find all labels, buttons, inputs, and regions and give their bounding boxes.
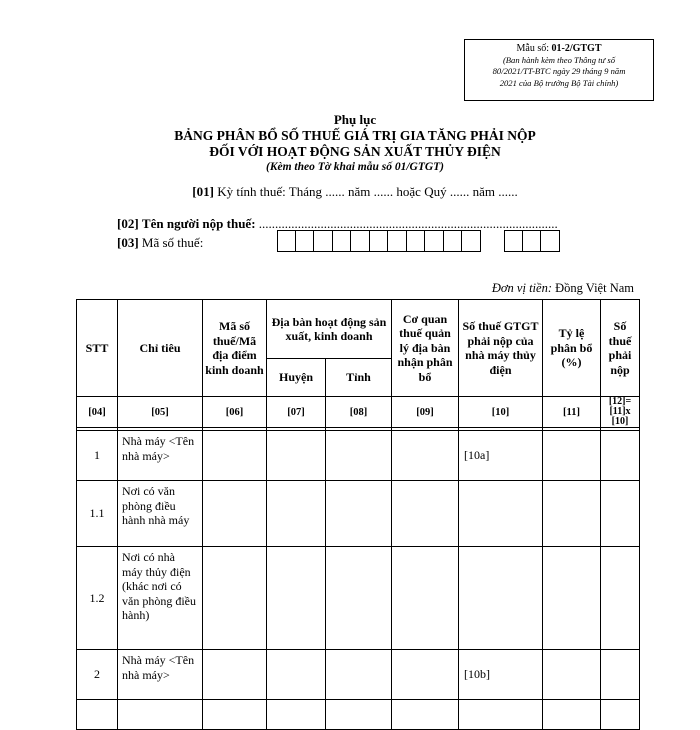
main-title-line1: BẢNG PHÂN BỔ SỐ THUẾ GIÁ TRỊ GIA TĂNG PHẢI NỘP bbox=[174, 128, 536, 143]
empty-cell[interactable] bbox=[601, 481, 640, 547]
empty-cell[interactable] bbox=[203, 431, 267, 481]
col-number: [12]=[11]x [10] bbox=[601, 397, 640, 428]
empty-cell[interactable] bbox=[267, 650, 326, 700]
header-tax-office: Cơ quan thuế quản lý địa bàn nhận phân bổ bbox=[392, 300, 459, 397]
header-ratio: Tỷ lệ phân bổ (%) bbox=[543, 300, 601, 397]
currency-unit-label: Đơn vị tiền: bbox=[491, 281, 552, 295]
col-number: [10] bbox=[459, 397, 543, 428]
row-criteria: Nơi có nhà máy thủy điện (khác nơi có văn phòng điều hành) bbox=[118, 547, 203, 650]
tax-id-digit-box[interactable] bbox=[462, 230, 481, 252]
table-row bbox=[77, 481, 640, 547]
col-number: [09] bbox=[392, 397, 459, 428]
tax-id-digit-box[interactable] bbox=[333, 230, 352, 252]
tax-id-branch-box[interactable] bbox=[541, 230, 560, 252]
form-code: Mẫu số: 01-2/GTGT bbox=[516, 43, 602, 54]
taxpayer-name-field[interactable]: ............................................................................................ bbox=[258, 216, 558, 231]
empty-cell[interactable] bbox=[326, 481, 392, 547]
header-criteria: Chỉ tiêu bbox=[118, 300, 203, 397]
empty-cell[interactable] bbox=[267, 547, 326, 650]
tax-period-text: Kỳ tính thuế: Tháng ...... năm ...... hoặc Quý ...... năm ...... bbox=[217, 184, 518, 199]
empty-cell[interactable] bbox=[203, 481, 267, 547]
tax-id-row bbox=[117, 235, 203, 251]
taxpayer-code: [02] bbox=[117, 216, 139, 231]
empty-cell[interactable] bbox=[392, 650, 459, 700]
form-code-box bbox=[464, 39, 654, 101]
empty-cell[interactable] bbox=[543, 431, 601, 481]
row-criteria: Nơi có văn phòng điều hành nhà máy bbox=[118, 481, 203, 547]
tax-id-digit-box[interactable] bbox=[370, 230, 389, 252]
appendix-title: Phụ lục bbox=[333, 112, 377, 127]
row-stt: 1.2 bbox=[77, 547, 118, 650]
empty-cell[interactable] bbox=[543, 547, 601, 650]
tax-id-digit-box[interactable] bbox=[351, 230, 370, 252]
row-vat-value bbox=[459, 481, 543, 547]
header-province: Tỉnh bbox=[326, 359, 392, 397]
document-titles bbox=[0, 112, 700, 175]
main-title-line2: ĐỐI VỚI HOẠT ĐỘNG SẢN XUẤT THỦY ĐIỆN bbox=[209, 144, 501, 159]
empty-cell[interactable] bbox=[267, 431, 326, 481]
empty-cell[interactable] bbox=[203, 650, 267, 700]
table-row bbox=[77, 700, 640, 730]
column-number-row bbox=[77, 397, 640, 428]
col-number: [11] bbox=[543, 397, 601, 428]
tax-id-branch-box[interactable] bbox=[504, 230, 523, 252]
empty-cell[interactable] bbox=[459, 700, 543, 730]
header-district: Huyện bbox=[267, 359, 326, 397]
empty-cell[interactable] bbox=[326, 650, 392, 700]
empty-cell[interactable] bbox=[601, 431, 640, 481]
row-stt: 2 bbox=[77, 650, 118, 700]
empty-cell[interactable] bbox=[326, 547, 392, 650]
empty-cell[interactable] bbox=[392, 481, 459, 547]
empty-cell[interactable] bbox=[543, 650, 601, 700]
attached-note: (Kèm theo Tờ khai mẫu số 01/GTGT) bbox=[265, 161, 445, 173]
row-vat-value: [10a] bbox=[459, 431, 543, 481]
tax-id-digit-box[interactable] bbox=[425, 230, 444, 252]
tax-id-digit-box[interactable] bbox=[444, 230, 463, 252]
header-row-top bbox=[77, 300, 640, 359]
tax-id-digit-box[interactable] bbox=[407, 230, 426, 252]
col-number: [07] bbox=[267, 397, 326, 428]
tax-id-boxes-branch[interactable] bbox=[504, 230, 560, 252]
header-stt: STT bbox=[77, 300, 118, 397]
table-row bbox=[77, 431, 640, 481]
tax-id-boxes-main[interactable] bbox=[277, 230, 481, 252]
empty-cell[interactable] bbox=[77, 700, 118, 730]
empty-cell[interactable] bbox=[601, 547, 640, 650]
currency-unit-value: Đồng Việt Nam bbox=[555, 281, 634, 295]
header-vat-payable: Số thuế GTGT phải nộp của nhà máy thủy điện bbox=[459, 300, 543, 397]
empty-cell[interactable] bbox=[601, 700, 640, 730]
taxpayer-label: Tên người nộp thuế: bbox=[141, 216, 256, 231]
col-number: [04] bbox=[77, 397, 118, 428]
tax-id-digit-box[interactable] bbox=[277, 230, 296, 252]
issued-by-line3: 2021 của Bộ trưởng Bộ Tài chính) bbox=[499, 77, 619, 88]
col-number: [05] bbox=[118, 397, 203, 428]
empty-cell[interactable] bbox=[118, 700, 203, 730]
issued-by-line2: 80/2021/TT-BTC ngày 29 tháng 9 năm bbox=[492, 66, 626, 77]
empty-cell[interactable] bbox=[543, 700, 601, 730]
row-criteria: Nhà máy <Tên nhà máy> bbox=[118, 431, 203, 481]
empty-cell[interactable] bbox=[326, 431, 392, 481]
empty-cell[interactable] bbox=[543, 481, 601, 547]
tax-id-code: [03] bbox=[117, 235, 139, 250]
tax-id-digit-box[interactable] bbox=[314, 230, 333, 252]
col-number: [08] bbox=[326, 397, 392, 428]
empty-cell[interactable] bbox=[267, 700, 326, 730]
empty-cell[interactable] bbox=[392, 547, 459, 650]
empty-cell[interactable] bbox=[203, 547, 267, 650]
empty-cell[interactable] bbox=[326, 700, 392, 730]
row-vat-value bbox=[459, 547, 543, 650]
header-site-code: Mã số thuế/Mã địa điểm kinh doanh bbox=[203, 300, 267, 397]
empty-cell[interactable] bbox=[267, 481, 326, 547]
row-stt: 1.1 bbox=[77, 481, 118, 547]
tax-period-code: [01] bbox=[192, 184, 214, 199]
currency-unit bbox=[492, 281, 634, 296]
row-stt: 1 bbox=[77, 431, 118, 481]
header-location: Địa bàn hoạt động sản xuất, kinh doanh bbox=[267, 300, 392, 359]
tax-id-label: Mã số thuế: bbox=[141, 235, 204, 250]
tax-period bbox=[0, 184, 700, 200]
header-tax-payable: Số thuế phải nộp bbox=[601, 300, 640, 397]
empty-cell[interactable] bbox=[203, 700, 267, 730]
tax-id-branch-box[interactable] bbox=[523, 230, 542, 252]
tax-id-digit-box[interactable] bbox=[296, 230, 315, 252]
issued-by-line1: (Ban hành kèm theo Thông tư số bbox=[502, 54, 616, 65]
empty-cell[interactable] bbox=[392, 431, 459, 481]
row-criteria: Nhà máy <Tên nhà máy> bbox=[118, 650, 203, 700]
table-row bbox=[77, 650, 640, 700]
allocation-table bbox=[76, 299, 640, 730]
empty-cell[interactable] bbox=[392, 700, 459, 730]
empty-cell[interactable] bbox=[601, 650, 640, 700]
row-vat-value: [10b] bbox=[459, 650, 543, 700]
tax-id-digit-box[interactable] bbox=[388, 230, 407, 252]
col-number: [06] bbox=[203, 397, 267, 428]
table-row bbox=[77, 547, 640, 650]
